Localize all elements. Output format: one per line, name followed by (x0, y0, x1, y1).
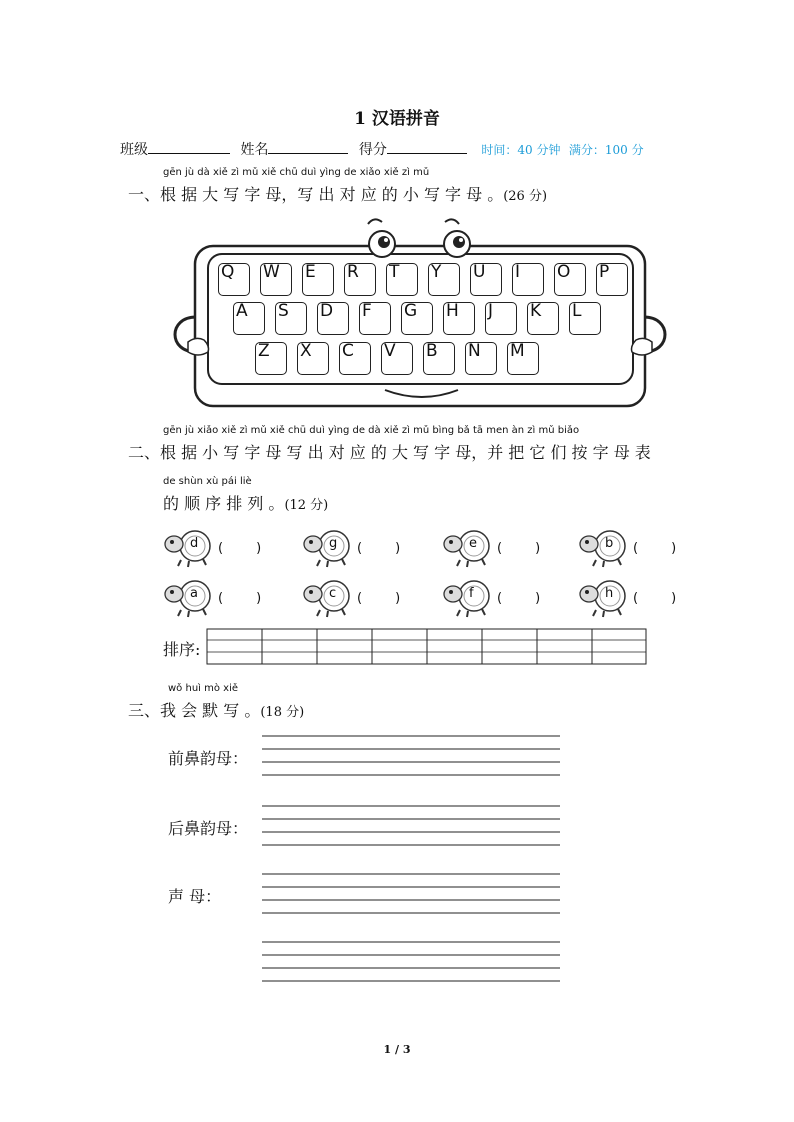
full-score: 满分：100 分 (568, 143, 644, 157)
key-j: J (485, 302, 517, 335)
back-nasal-label: 后鼻韵母： (168, 819, 249, 838)
turtle-letter: g (329, 536, 338, 551)
turtle-letter: c (329, 586, 337, 601)
key-c: C (339, 342, 371, 375)
score-label: 得分 (358, 142, 387, 158)
answer-blank[interactable]: ( ) (218, 591, 262, 606)
turtle-item (163, 578, 213, 622)
answer-blank[interactable]: ( ) (357, 591, 401, 606)
key-k: K (527, 302, 559, 335)
key-b: B (423, 342, 455, 375)
turtle-letter: a (190, 586, 198, 601)
order-grid[interactable] (206, 628, 648, 670)
section3-heading (128, 698, 304, 721)
section2-pinyin-line2: de shùn xù pái liè (163, 476, 252, 487)
answer-blank[interactable]: ( ) (633, 591, 677, 606)
key-v: V (381, 342, 413, 375)
key-r: R (344, 263, 376, 296)
turtle-icon (578, 578, 628, 618)
key-e: E (302, 263, 334, 296)
writing-lines[interactable] (262, 730, 562, 994)
turtle-icon (302, 578, 352, 618)
section1-pinyin: gēn jù dà xiě zì mǔ xiě chū duì yìng de xiǎo xiě zì mǔ (163, 167, 430, 178)
turtle-letter: d (190, 536, 199, 551)
score-field[interactable] (387, 139, 467, 154)
turtle-item (163, 528, 213, 572)
section2-heading-text: 的 顺 序 排 列 。 (163, 494, 285, 513)
turtle-icon (163, 578, 213, 618)
key-n: N (465, 342, 497, 375)
answer-blank[interactable]: ( ) (497, 541, 541, 556)
section3-points: (18 分) (260, 705, 305, 720)
key-y: Y (428, 263, 460, 296)
name-label: 姓名 (240, 142, 269, 158)
section3-heading-text: 三、我 会 默 写 。 (128, 701, 261, 720)
key-m: M (507, 342, 539, 375)
key-p: P (596, 263, 628, 296)
key-a: A (233, 302, 265, 335)
order-grid-lines (206, 628, 648, 666)
section2-heading-line1: 二、根 据 小 写 字 母 写 出 对 应 的 大 写 字 母，并 把 它 们 按 字 母 表 (128, 443, 651, 462)
section2-heading-line2 (163, 491, 328, 514)
section1-points: (26 分) (503, 189, 548, 204)
turtle-item (302, 578, 352, 622)
key-l: L (569, 302, 601, 335)
answer-blank[interactable]: ( ) (633, 541, 677, 556)
key-d: D (317, 302, 349, 335)
student-info-line (120, 139, 644, 159)
section1-heading-text: 一、根 据 大 写 字 母，写 出 对 应 的 小 写 字 母 。 (128, 185, 504, 204)
key-w: W (260, 263, 292, 296)
key-z: Z (255, 342, 287, 375)
page-title: 1 汉语拼音 (354, 109, 440, 129)
turtle-item (302, 528, 352, 572)
turtle-item (578, 578, 628, 622)
class-label: 班级 (120, 142, 148, 158)
section3-pinyin: wǒ huì mò xiě (168, 683, 238, 694)
order-label: 排序: (163, 640, 201, 659)
turtle-item (442, 528, 492, 572)
key-h: H (443, 302, 475, 335)
page-number: 1 / 3 (383, 1043, 411, 1056)
time-limit: 时间：40 分钟 (481, 143, 561, 157)
key-f: F (359, 302, 391, 335)
turtle-item (578, 528, 628, 572)
key-o: O (554, 263, 586, 296)
turtle-icon (442, 578, 492, 618)
section2-points: (12 分) (284, 498, 329, 513)
turtle-icon (163, 528, 213, 568)
turtle-letter: f (469, 586, 474, 601)
turtle-item (442, 578, 492, 622)
key-t: T (386, 263, 418, 296)
key-u: U (470, 263, 502, 296)
turtle-letter: e (469, 536, 477, 551)
initials-label: 声 母： (168, 887, 222, 906)
key-x: X (297, 342, 329, 375)
answer-blank[interactable]: ( ) (497, 591, 541, 606)
class-field[interactable] (148, 139, 230, 154)
turtle-icon (302, 528, 352, 568)
turtle-letter: b (605, 536, 614, 551)
key-i: I (512, 263, 544, 296)
section2-pinyin-line1: gēn jù xiǎo xiě zì mǔ xiě chū duì yìng de dà xiě zì mǔ bìng bǎ tā men àn zì mǔ biǎo (163, 425, 580, 436)
turtle-icon (578, 528, 628, 568)
answer-blank[interactable]: ( ) (218, 541, 262, 556)
key-g: G (401, 302, 433, 335)
key-q: Q (218, 263, 250, 296)
turtle-letter: h (605, 586, 614, 601)
front-nasal-label: 前鼻韵母： (168, 749, 249, 768)
turtle-icon (442, 528, 492, 568)
answer-blank[interactable]: ( ) (357, 541, 401, 556)
writing-lines-drawing (262, 730, 562, 990)
section1-heading (128, 182, 547, 205)
key-s: S (275, 302, 307, 335)
name-field[interactable] (268, 139, 348, 154)
